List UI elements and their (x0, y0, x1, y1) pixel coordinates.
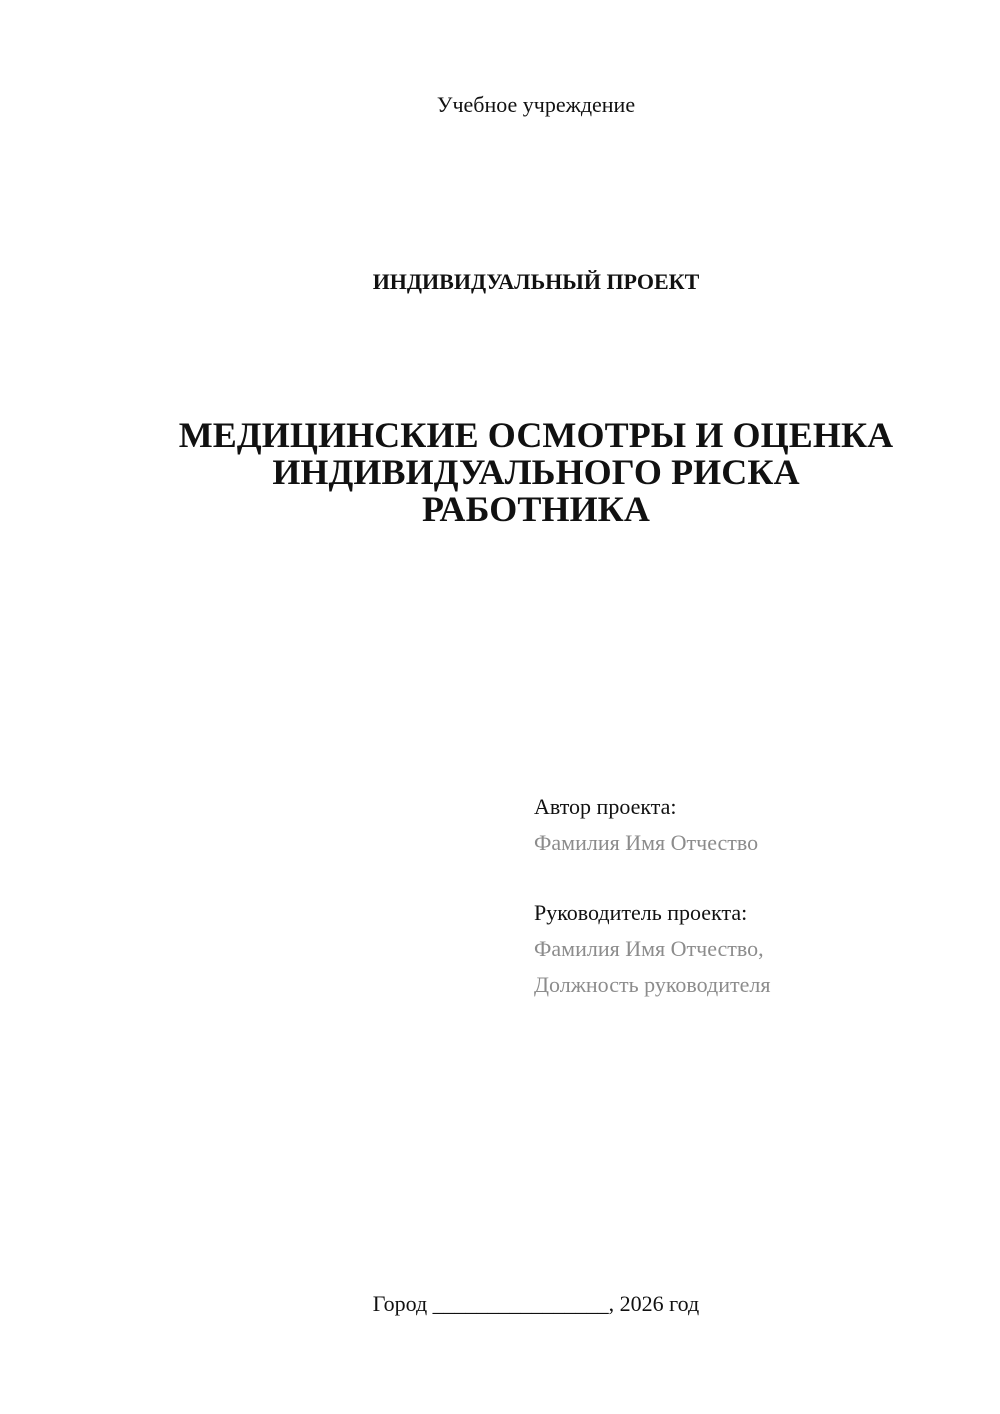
institution-name: Учебное учреждение (436, 92, 636, 117)
supervisor-label: Руководитель проекта: (534, 900, 748, 925)
spacer (534, 861, 974, 895)
supervisor-name: Фамилия Имя Отчество, (534, 936, 764, 961)
document-type: ИНДИВИДУАЛЬНЫЙ ПРОЕКТ (372, 269, 700, 294)
city-year-line: Город ________________, 2026 год (372, 1291, 700, 1316)
project-title (100, 417, 972, 528)
authors-block (534, 789, 974, 1003)
author-label: Автор проекта: (534, 794, 677, 819)
project-title-line: ИНДИВИДУАЛЬНОГО РИСКА (272, 452, 800, 492)
author-name: Фамилия Имя Отчество (534, 830, 759, 855)
project-title-line: РАБОТНИКА (422, 489, 650, 529)
project-title-line: МЕДИЦИНСКИЕ ОСМОТРЫ И ОЦЕНКА (178, 415, 894, 455)
supervisor-position: Должность руководителя (534, 972, 771, 997)
